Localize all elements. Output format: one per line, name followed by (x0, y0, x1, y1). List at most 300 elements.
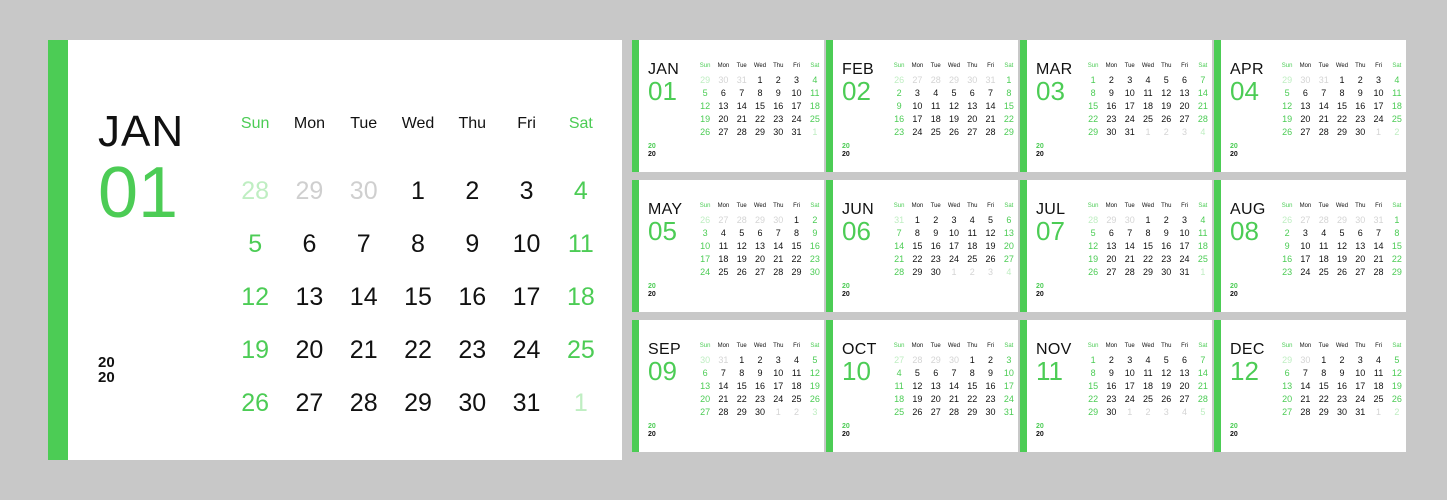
mini-day-cell[interactable]: 12 (912, 381, 923, 391)
mini-day-cell[interactable]: 16 (754, 381, 765, 391)
mini-day-cell[interactable]: 26 (1391, 394, 1402, 404)
mini-day-cell-adjacent[interactable]: 31 (1373, 215, 1384, 225)
mini-day-cell[interactable]: 5 (1090, 228, 1096, 238)
mini-day-cell[interactable]: 21 (948, 394, 959, 404)
mini-month-card[interactable] (826, 180, 1018, 312)
mini-day-cell[interactable]: 22 (912, 254, 923, 264)
mini-day-cell[interactable]: 10 (700, 241, 711, 251)
mini-day-cell-adjacent[interactable]: 28 (736, 215, 747, 225)
mini-day-cell[interactable]: 4 (896, 368, 902, 378)
mini-day-cell-adjacent[interactable]: 31 (1318, 75, 1329, 85)
mini-day-cell[interactable]: 20 (1282, 394, 1293, 404)
mini-day-cell[interactable]: 23 (1336, 394, 1347, 404)
mini-day-cell[interactable]: 18 (791, 381, 802, 391)
mini-day-cell[interactable]: 11 (1392, 88, 1402, 98)
mini-day-cell[interactable]: 12 (985, 228, 996, 238)
mini-month-card[interactable] (1020, 180, 1212, 312)
featured-day-cell[interactable]: 28 (349, 389, 378, 417)
mini-day-cell[interactable]: 18 (1373, 381, 1384, 391)
mini-day-cell-adjacent[interactable]: 1 (775, 407, 781, 417)
mini-day-cell[interactable]: 10 (1124, 368, 1135, 378)
mini-day-cell[interactable]: 9 (1357, 88, 1363, 98)
featured-day-cell[interactable]: 11 (567, 230, 594, 258)
mini-day-cell[interactable]: 3 (1376, 75, 1382, 85)
mini-day-cell[interactable]: 5 (739, 228, 745, 238)
mini-day-cell-adjacent[interactable]: 3 (1163, 407, 1169, 417)
mini-day-cell-adjacent[interactable]: 31 (718, 355, 729, 365)
mini-day-cell[interactable]: 13 (930, 381, 941, 391)
mini-day-cell[interactable]: 27 (967, 127, 978, 137)
mini-day-cell-adjacent[interactable]: 2 (969, 267, 975, 277)
mini-day-cell-adjacent[interactable]: 2 (794, 407, 800, 417)
mini-day-cell[interactable]: 17 (1179, 241, 1190, 251)
mini-day-cell[interactable]: 30 (809, 267, 820, 277)
mini-day-cell[interactable]: 8 (1394, 228, 1400, 238)
mini-day-cell-adjacent[interactable]: 29 (948, 75, 959, 85)
mini-day-cell[interactable]: 28 (1124, 267, 1135, 277)
mini-day-cell[interactable]: 25 (718, 267, 729, 277)
mini-day-cell[interactable]: 18 (1142, 381, 1153, 391)
mini-day-cell[interactable]: 16 (930, 241, 941, 251)
mini-day-cell[interactable]: 10 (1355, 368, 1366, 378)
mini-day-cell[interactable]: 9 (896, 101, 902, 111)
mini-day-cell-adjacent[interactable]: 1 (1376, 407, 1382, 417)
mini-day-cell[interactable]: 21 (1373, 254, 1384, 264)
mini-day-cell[interactable]: 14 (1300, 381, 1311, 391)
mini-day-cell[interactable]: 24 (1124, 114, 1135, 124)
mini-day-cell[interactable]: 16 (1355, 101, 1366, 111)
mini-day-cell[interactable]: 23 (1161, 254, 1172, 264)
mini-day-cell[interactable]: 11 (1198, 228, 1208, 238)
mini-day-cell[interactable]: 26 (1161, 114, 1172, 124)
mini-day-cell[interactable]: 9 (757, 368, 763, 378)
mini-day-cell[interactable]: 15 (1318, 381, 1329, 391)
mini-day-cell-adjacent[interactable]: 29 (754, 215, 765, 225)
mini-day-cell[interactable]: 18 (967, 241, 978, 251)
mini-day-cell[interactable]: 2 (988, 355, 994, 365)
mini-day-cell[interactable]: 24 (1124, 394, 1135, 404)
mini-day-cell[interactable]: 8 (794, 228, 800, 238)
mini-day-cell[interactable]: 12 (809, 368, 820, 378)
mini-day-cell[interactable]: 16 (1106, 381, 1117, 391)
mini-day-cell[interactable]: 14 (1373, 241, 1384, 251)
mini-day-cell-adjacent[interactable]: 30 (773, 215, 784, 225)
mini-day-cell[interactable]: 7 (896, 228, 902, 238)
mini-day-cell[interactable]: 13 (1179, 368, 1190, 378)
mini-day-cell[interactable]: 15 (754, 101, 765, 111)
mini-day-cell[interactable]: 3 (1357, 355, 1363, 365)
featured-day-cell[interactable]: 1 (411, 177, 425, 205)
mini-day-cell[interactable]: 20 (754, 254, 765, 264)
mini-day-cell[interactable]: 27 (930, 407, 941, 417)
mini-day-cell[interactable]: 26 (736, 267, 747, 277)
mini-day-cell[interactable]: 29 (791, 267, 802, 277)
mini-day-cell[interactable]: 22 (1003, 114, 1014, 124)
mini-day-cell-adjacent[interactable]: 30 (1124, 215, 1135, 225)
mini-day-cell[interactable]: 10 (912, 101, 923, 111)
mini-day-cell[interactable]: 3 (1182, 215, 1188, 225)
mini-day-cell[interactable]: 7 (1127, 228, 1133, 238)
mini-day-cell[interactable]: 25 (809, 114, 820, 124)
mini-day-cell[interactable]: 1 (1339, 75, 1345, 85)
mini-day-cell[interactable]: 8 (1145, 228, 1151, 238)
mini-day-cell[interactable]: 15 (791, 241, 802, 251)
mini-month-card[interactable] (1214, 320, 1406, 452)
featured-day-cell-adjacent[interactable]: 28 (241, 177, 270, 205)
mini-day-cell-adjacent[interactable]: 3 (812, 407, 818, 417)
mini-day-cell-adjacent[interactable]: 28 (1088, 215, 1099, 225)
mini-day-cell[interactable]: 6 (702, 368, 708, 378)
mini-day-cell[interactable]: 25 (1197, 254, 1208, 264)
mini-day-cell[interactable]: 26 (912, 407, 923, 417)
mini-day-cell[interactable]: 26 (1282, 127, 1293, 137)
mini-day-cell-adjacent[interactable]: 31 (985, 75, 996, 85)
mini-day-cell[interactable]: 21 (1197, 101, 1208, 111)
mini-day-cell-adjacent[interactable]: 29 (1282, 355, 1293, 365)
mini-day-cell[interactable]: 6 (1302, 88, 1308, 98)
mini-day-cell[interactable]: 29 (736, 407, 747, 417)
mini-day-cell[interactable]: 18 (930, 114, 941, 124)
mini-day-cell[interactable]: 26 (1161, 394, 1172, 404)
mini-day-cell[interactable]: 10 (1124, 88, 1135, 98)
mini-day-cell[interactable]: 20 (1106, 254, 1117, 264)
mini-day-cell[interactable]: 22 (1142, 254, 1153, 264)
mini-day-cell[interactable]: 1 (1394, 215, 1400, 225)
featured-day-cell[interactable]: 17 (512, 283, 541, 311)
mini-day-cell-adjacent[interactable]: 29 (1336, 215, 1347, 225)
mini-day-cell[interactable]: 3 (1127, 355, 1133, 365)
mini-day-cell[interactable]: 16 (1336, 381, 1347, 391)
mini-day-cell[interactable]: 11 (1373, 368, 1384, 378)
mini-day-cell-adjacent[interactable]: 30 (967, 75, 978, 85)
mini-day-cell[interactable]: 27 (718, 127, 729, 137)
mini-day-cell[interactable]: 29 (1088, 407, 1099, 417)
mini-day-cell[interactable]: 8 (969, 368, 975, 378)
mini-day-cell-adjacent[interactable]: 26 (1282, 215, 1293, 225)
mini-day-cell[interactable]: 26 (700, 127, 711, 137)
mini-day-cell[interactable]: 19 (1282, 114, 1293, 124)
mini-day-cell[interactable]: 23 (894, 127, 905, 137)
mini-day-cell[interactable]: 29 (1088, 127, 1099, 137)
mini-day-cell[interactable]: 8 (739, 368, 745, 378)
featured-day-cell[interactable]: 22 (404, 336, 432, 364)
mini-day-cell[interactable]: 22 (791, 254, 802, 264)
mini-day-cell[interactable]: 17 (1003, 381, 1014, 391)
mini-day-cell[interactable]: 29 (1318, 407, 1329, 417)
mini-day-cell[interactable]: 2 (812, 215, 818, 225)
mini-day-cell[interactable]: 12 (1161, 88, 1172, 98)
mini-day-cell-adjacent[interactable]: 5 (1200, 407, 1206, 417)
mini-day-cell[interactable]: 11 (931, 101, 941, 111)
mini-day-cell-adjacent[interactable]: 4 (1182, 407, 1188, 417)
mini-day-cell[interactable]: 16 (809, 241, 820, 251)
mini-day-cell-adjacent[interactable]: 1 (1200, 267, 1206, 277)
mini-day-cell[interactable]: 12 (1391, 368, 1402, 378)
mini-month-card[interactable] (1214, 40, 1406, 172)
mini-day-cell[interactable]: 13 (700, 381, 711, 391)
mini-month-card[interactable] (1214, 180, 1406, 312)
featured-day-cell[interactable]: 3 (519, 177, 534, 205)
mini-day-cell[interactable]: 24 (700, 267, 711, 277)
mini-day-cell-adjacent[interactable]: 29 (1106, 215, 1117, 225)
mini-day-cell[interactable]: 25 (930, 127, 941, 137)
mini-day-cell[interactable]: 23 (930, 254, 941, 264)
mini-day-cell[interactable]: 11 (1143, 88, 1153, 98)
mini-day-cell[interactable]: 21 (718, 394, 729, 404)
mini-day-cell[interactable]: 14 (718, 381, 729, 391)
mini-day-cell[interactable]: 12 (700, 101, 711, 111)
mini-month-card[interactable] (1020, 320, 1212, 452)
mini-day-cell[interactable]: 4 (969, 215, 975, 225)
mini-day-cell[interactable]: 2 (1108, 75, 1114, 85)
mini-day-cell[interactable]: 12 (948, 101, 959, 111)
mini-day-cell[interactable]: 5 (1163, 75, 1169, 85)
mini-day-cell-adjacent[interactable]: 26 (894, 75, 905, 85)
mini-day-cell-adjacent[interactable]: 27 (1300, 215, 1311, 225)
mini-day-cell[interactable]: 17 (773, 381, 784, 391)
mini-day-cell[interactable]: 8 (1090, 368, 1096, 378)
mini-day-cell[interactable]: 2 (933, 215, 939, 225)
mini-day-cell[interactable]: 28 (1300, 407, 1311, 417)
mini-day-cell[interactable]: 27 (700, 407, 711, 417)
mini-day-cell[interactable]: 19 (912, 394, 923, 404)
mini-day-cell[interactable]: 1 (1145, 215, 1151, 225)
mini-day-cell[interactable]: 10 (773, 368, 784, 378)
mini-day-cell[interactable]: 18 (1142, 101, 1153, 111)
featured-day-cell[interactable]: 23 (458, 336, 487, 364)
featured-day-cell[interactable]: 18 (566, 283, 595, 311)
mini-day-cell[interactable]: 25 (791, 394, 802, 404)
mini-day-cell[interactable]: 25 (1142, 114, 1153, 124)
featured-day-cell[interactable]: 8 (411, 230, 425, 258)
mini-day-cell[interactable]: 19 (1391, 381, 1402, 391)
mini-day-cell[interactable]: 25 (1391, 114, 1402, 124)
mini-day-cell[interactable]: 24 (1373, 114, 1384, 124)
mini-day-cell[interactable]: 14 (773, 241, 784, 251)
mini-day-cell[interactable]: 14 (894, 241, 905, 251)
mini-day-cell-adjacent[interactable]: 30 (1300, 75, 1311, 85)
mini-day-cell[interactable]: 20 (718, 114, 729, 124)
mini-day-cell[interactable]: 28 (1197, 114, 1208, 124)
mini-month-card[interactable] (826, 320, 1018, 452)
featured-day-cell[interactable]: 10 (512, 230, 541, 258)
mini-day-cell[interactable]: 20 (1179, 381, 1190, 391)
mini-day-cell[interactable]: 11 (791, 368, 802, 378)
mini-month-card[interactable] (632, 320, 824, 452)
mini-day-cell[interactable]: 4 (933, 88, 939, 98)
mini-day-cell[interactable]: 19 (985, 241, 996, 251)
mini-day-cell-adjacent[interactable]: 3 (988, 267, 994, 277)
mini-day-cell[interactable]: 28 (948, 407, 959, 417)
mini-day-cell[interactable]: 24 (1003, 394, 1014, 404)
mini-day-cell[interactable]: 24 (948, 254, 959, 264)
mini-day-cell[interactable]: 1 (1006, 75, 1012, 85)
mini-day-cell[interactable]: 28 (718, 407, 729, 417)
mini-day-cell-adjacent[interactable]: 30 (718, 75, 729, 85)
mini-day-cell[interactable]: 31 (1179, 267, 1190, 277)
mini-day-cell[interactable]: 13 (1300, 101, 1311, 111)
mini-day-cell[interactable]: 24 (1300, 267, 1311, 277)
mini-day-cell[interactable]: 18 (1197, 241, 1208, 251)
mini-day-cell-adjacent[interactable]: 27 (912, 75, 923, 85)
mini-day-cell[interactable]: 10 (1003, 368, 1014, 378)
featured-day-cell[interactable]: 16 (458, 283, 487, 311)
mini-day-cell[interactable]: 7 (775, 228, 781, 238)
mini-month-card[interactable] (1020, 40, 1212, 172)
mini-day-cell[interactable]: 4 (1321, 228, 1327, 238)
mini-day-cell[interactable]: 23 (754, 394, 765, 404)
mini-day-cell[interactable]: 19 (809, 381, 820, 391)
mini-day-cell-adjacent[interactable]: 1 (812, 127, 818, 137)
mini-day-cell[interactable]: 21 (894, 254, 905, 264)
mini-day-cell[interactable]: 25 (1318, 267, 1329, 277)
mini-day-cell-adjacent[interactable]: 30 (700, 355, 711, 365)
mini-day-cell-adjacent[interactable]: 1 (1376, 127, 1382, 137)
mini-day-cell[interactable]: 22 (1088, 394, 1099, 404)
mini-day-cell[interactable]: 22 (1391, 254, 1402, 264)
mini-day-cell[interactable]: 11 (967, 228, 977, 238)
mini-day-cell[interactable]: 23 (1355, 114, 1366, 124)
mini-day-cell[interactable]: 13 (1003, 228, 1014, 238)
mini-day-cell[interactable]: 31 (1003, 407, 1014, 417)
mini-day-cell[interactable]: 21 (1300, 394, 1311, 404)
mini-day-cell[interactable]: 21 (736, 114, 747, 124)
mini-day-cell[interactable]: 17 (1300, 254, 1311, 264)
mini-day-cell[interactable]: 26 (1088, 267, 1099, 277)
mini-day-cell[interactable]: 29 (1336, 127, 1347, 137)
featured-day-cell[interactable]: 2 (465, 177, 480, 205)
mini-day-cell[interactable]: 10 (1300, 241, 1311, 251)
mini-day-cell[interactable]: 13 (1282, 381, 1293, 391)
mini-day-cell[interactable]: 10 (1179, 228, 1190, 238)
mini-day-cell[interactable]: 10 (948, 228, 959, 238)
mini-day-cell[interactable]: 2 (1108, 355, 1114, 365)
mini-day-cell[interactable]: 21 (1318, 114, 1329, 124)
mini-day-cell[interactable]: 4 (1145, 355, 1151, 365)
mini-day-cell[interactable]: 27 (1300, 127, 1311, 137)
featured-day-cell[interactable]: 31 (512, 389, 541, 417)
mini-day-cell[interactable]: 7 (1376, 228, 1382, 238)
mini-day-cell[interactable]: 3 (794, 75, 800, 85)
mini-day-cell[interactable]: 6 (720, 88, 726, 98)
featured-day-cell[interactable]: 12 (241, 283, 270, 311)
mini-day-cell[interactable]: 10 (791, 88, 802, 98)
mini-day-cell[interactable]: 20 (1179, 101, 1190, 111)
mini-day-cell[interactable]: 17 (948, 241, 959, 251)
mini-day-cell[interactable]: 7 (1302, 368, 1308, 378)
mini-day-cell-adjacent[interactable]: 2 (1394, 127, 1400, 137)
featured-day-cell[interactable]: 7 (356, 230, 371, 258)
mini-day-cell[interactable]: 2 (1284, 228, 1290, 238)
mini-day-cell[interactable]: 14 (1124, 241, 1135, 251)
mini-day-cell[interactable]: 6 (1108, 228, 1114, 238)
mini-day-cell[interactable]: 14 (1318, 101, 1329, 111)
featured-day-cell-adjacent[interactable]: 1 (573, 389, 588, 417)
mini-day-cell-adjacent[interactable]: 26 (700, 215, 711, 225)
mini-month-card[interactable] (632, 180, 824, 312)
mini-day-cell[interactable]: 21 (773, 254, 784, 264)
mini-day-cell-adjacent[interactable]: 31 (894, 215, 905, 225)
mini-month-card[interactable] (826, 40, 1018, 172)
mini-day-cell[interactable]: 5 (1394, 355, 1400, 365)
mini-day-cell[interactable]: 8 (1321, 368, 1327, 378)
mini-day-cell[interactable]: 5 (951, 88, 957, 98)
mini-day-cell[interactable]: 5 (812, 355, 818, 365)
mini-day-cell[interactable]: 7 (951, 368, 957, 378)
mini-day-cell[interactable]: 13 (1106, 241, 1117, 251)
mini-day-cell[interactable]: 7 (988, 88, 994, 98)
mini-day-cell-adjacent[interactable]: 31 (736, 75, 747, 85)
mini-day-cell[interactable]: 12 (1161, 368, 1172, 378)
mini-day-cell[interactable]: 20 (1300, 114, 1311, 124)
mini-day-cell[interactable]: 3 (1006, 355, 1012, 365)
mini-day-cell[interactable]: 18 (1318, 254, 1329, 264)
mini-day-cell[interactable]: 9 (1108, 88, 1114, 98)
mini-day-cell[interactable]: 16 (1161, 241, 1172, 251)
mini-day-cell[interactable]: 30 (985, 407, 996, 417)
featured-day-cell[interactable]: 6 (302, 230, 317, 258)
mini-day-cell[interactable]: 26 (985, 254, 996, 264)
mini-day-cell[interactable]: 20 (1003, 241, 1014, 251)
mini-day-cell[interactable]: 15 (912, 241, 923, 251)
mini-day-cell[interactable]: 7 (1200, 355, 1206, 365)
mini-day-cell-adjacent[interactable]: 30 (948, 355, 959, 365)
mini-day-cell[interactable]: 11 (1319, 241, 1329, 251)
mini-day-cell[interactable]: 15 (967, 381, 978, 391)
mini-day-cell[interactable]: 5 (1339, 228, 1345, 238)
mini-day-cell[interactable]: 30 (1336, 407, 1347, 417)
featured-day-cell[interactable]: 14 (349, 283, 378, 311)
mini-day-cell[interactable]: 17 (700, 254, 711, 264)
mini-day-cell[interactable]: 5 (702, 88, 708, 98)
mini-day-cell[interactable]: 23 (985, 394, 996, 404)
mini-day-cell[interactable]: 8 (757, 88, 763, 98)
mini-day-cell-adjacent[interactable]: 1 (1127, 407, 1133, 417)
mini-day-cell[interactable]: 17 (791, 101, 802, 111)
mini-day-cell[interactable]: 2 (1357, 75, 1363, 85)
mini-day-cell[interactable]: 16 (1106, 101, 1117, 111)
mini-day-cell[interactable]: 25 (1142, 394, 1153, 404)
mini-day-cell[interactable]: 20 (1355, 254, 1366, 264)
mini-day-cell[interactable]: 17 (1124, 101, 1135, 111)
mini-day-cell[interactable]: 2 (1163, 215, 1169, 225)
mini-day-cell-adjacent[interactable]: 1 (951, 267, 957, 277)
mini-day-cell[interactable]: 30 (1161, 267, 1172, 277)
mini-day-cell[interactable]: 14 (985, 101, 996, 111)
mini-day-cell[interactable]: 30 (773, 127, 784, 137)
mini-day-cell[interactable]: 23 (773, 114, 784, 124)
featured-day-cell[interactable]: 26 (241, 389, 270, 417)
featured-day-cell[interactable]: 30 (458, 389, 487, 417)
mini-day-cell[interactable]: 19 (1161, 381, 1172, 391)
mini-day-cell-adjacent[interactable]: 2 (1145, 407, 1151, 417)
mini-day-cell[interactable]: 20 (930, 394, 941, 404)
mini-day-cell[interactable]: 18 (1391, 101, 1402, 111)
featured-day-cell[interactable]: 25 (566, 336, 595, 364)
mini-day-cell[interactable]: 20 (967, 114, 978, 124)
mini-day-cell[interactable]: 9 (775, 88, 781, 98)
mini-day-cell[interactable]: 8 (1006, 88, 1012, 98)
mini-day-cell[interactable]: 6 (1182, 355, 1188, 365)
mini-day-cell[interactable]: 16 (985, 381, 996, 391)
mini-day-cell[interactable]: 14 (1197, 88, 1208, 98)
mini-day-cell[interactable]: 11 (1143, 368, 1153, 378)
mini-day-cell[interactable]: 29 (912, 267, 923, 277)
mini-day-cell[interactable]: 7 (1321, 88, 1327, 98)
mini-day-cell[interactable]: 10 (1373, 88, 1384, 98)
mini-day-cell[interactable]: 11 (894, 381, 904, 391)
mini-day-cell-adjacent[interactable]: 27 (894, 355, 905, 365)
